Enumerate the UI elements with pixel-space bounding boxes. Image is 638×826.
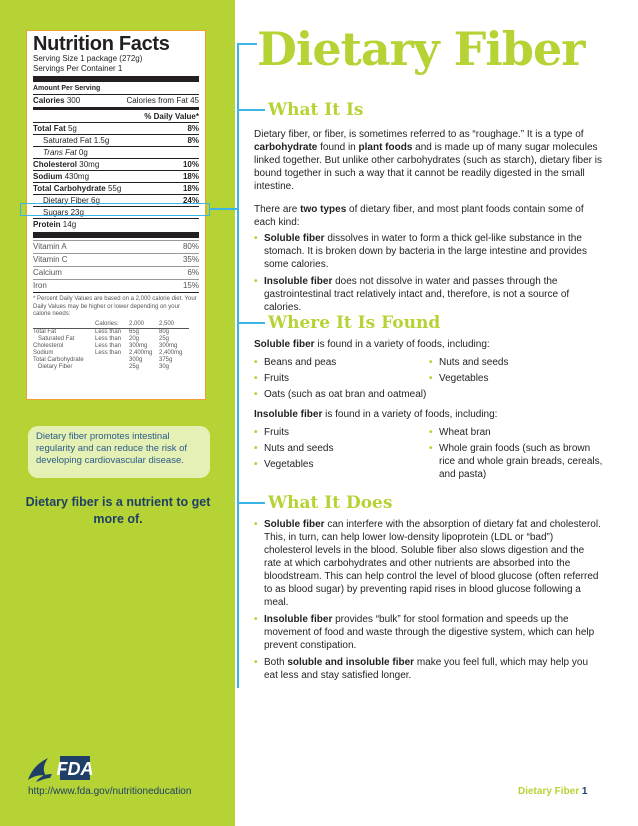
nutrient-note: Dietary fiber is a nutrient to get more of.: [25, 495, 211, 526]
list-item: • Soluble fiber dissolves in water to form a thick gel-like substance in the stomach. It is broken down by bacteria in the large intestine and provides some calories.: [254, 232, 604, 271]
serving-size: Serving Size 1 package (272g): [33, 54, 143, 63]
insoluble-foods-left: [254, 426, 429, 484]
connector-line: [237, 43, 257, 45]
nutrient-row: Cholesterol 30mg 10%: [33, 160, 199, 169]
hhs-eagle-icon: [28, 758, 52, 782]
dv-header-row: [33, 111, 199, 122]
table-cell: Total Carbohydrate: [33, 356, 84, 363]
nutrition-facts-title: Nutrition Facts: [33, 33, 170, 55]
fiber-types-list: [254, 232, 604, 318]
fda-logo: [26, 752, 146, 784]
list-item: • Nuts and seeds: [254, 442, 429, 455]
list-item: • Fruits: [254, 372, 429, 385]
table-cell: 2,400mg: [159, 349, 183, 356]
calories-value: 300: [66, 96, 81, 105]
table-cell: Saturated Fat: [38, 335, 75, 342]
table-cell: Total Fat: [33, 328, 57, 335]
page-number: 1: [581, 786, 588, 797]
table-cell: 2,400mg: [129, 349, 153, 356]
connector-line: [237, 43, 239, 688]
heading-where-found: Where It Is Found: [268, 313, 441, 333]
table-cell: Dietary Fiber: [38, 363, 73, 370]
vitamin-row: Iron 15%: [33, 281, 199, 290]
table-cell: 25g: [129, 363, 140, 370]
list-item: • Fruits: [254, 426, 429, 439]
soluble-foods-list: [254, 356, 604, 404]
amount-per-serving: Amount Per Serving: [33, 85, 101, 92]
table-cell: 2,500: [159, 321, 189, 329]
nutrient-row: Protein 14g: [33, 218, 199, 230]
soluble-foods-left: [254, 356, 429, 404]
table-cell: Less than: [95, 342, 122, 349]
insoluble-foods-list: [254, 426, 604, 484]
list-item: • Nuts and seeds: [429, 356, 604, 369]
table-cell: 300mg: [129, 342, 148, 349]
list-item: • Wheat bran: [429, 426, 604, 439]
divider: [33, 232, 199, 238]
table-cell: Calories:: [95, 321, 129, 329]
nutrient-row: Sugars 23g: [33, 206, 199, 218]
vitamin-rows: [33, 240, 199, 292]
nutrient-row: Saturated Fat 1.5g 8%: [33, 134, 199, 146]
fiber-benefits-list: [254, 518, 604, 686]
list-item: • Insoluble fiber does not dissolve in water and passes through the gastrointestinal tract relatively intact and, therefore, is not a source of calories.: [254, 275, 604, 314]
table-cell: Cholesterol: [33, 342, 64, 349]
table-cell: 2,000: [129, 321, 159, 329]
list-item: • Beans and peas: [254, 356, 429, 369]
divider: [33, 292, 199, 293]
table-cell: 30g: [159, 363, 170, 370]
calories-row: [33, 94, 199, 106]
heading-what-it-is: What It Is: [268, 100, 364, 120]
vitamin-row: Calcium 6%: [33, 268, 199, 277]
footer-label: Dietary Fiber: [518, 786, 580, 797]
table-cell: [33, 321, 95, 329]
list-item: • Vegetables: [254, 458, 429, 471]
list-item: • Oats (such as oat bran and oatmeal): [254, 388, 429, 401]
list-item: • Insoluble fiber provides “bulk” for stool formation and speeds up the movement of food and waste through the digestive system, which can help prevent constipation.: [254, 613, 604, 652]
servings-per-container: Servings Per Container 1: [33, 64, 123, 73]
table-cell: [95, 364, 129, 371]
soluble-foods-right: [429, 356, 604, 404]
list-item: • Whole grain foods (such as brown rice and whole grain breads, cereals, and pasta): [429, 442, 604, 481]
table-cell: Less than: [95, 335, 122, 342]
dv-header: % Daily Value*: [144, 112, 199, 121]
nutrient-row: Total Fat 5g 8%: [33, 124, 199, 133]
table-cell: 375g: [159, 356, 173, 363]
page-footer: [518, 786, 587, 797]
heading-what-it-does: What It Does: [268, 493, 393, 513]
table-cell: [95, 357, 129, 364]
svg-text:FDA: FDA: [56, 759, 94, 779]
insoluble-intro: Insoluble fiber is found in a variety of foods, including:: [254, 409, 498, 420]
footnote: * Percent Daily Values are based on a 2,000 calorie diet. Your Daily Values may be higher or lower depending on your calorie needs:: [33, 296, 197, 317]
list-item: • Vegetables: [429, 372, 604, 385]
table-cell: Sodium: [33, 349, 54, 356]
connector-line: [237, 322, 265, 324]
calories-label: Calories: [33, 96, 65, 105]
soluble-intro: Soluble fiber is found in a variety of foods, including:: [254, 339, 490, 350]
page-title: Dietary Fiber: [257, 22, 585, 76]
dietary-fiber-highlight: [20, 203, 210, 216]
fda-url[interactable]: http://www.fda.gov/nutritioneducation: [28, 786, 192, 797]
list-item: • Soluble fiber can interfere with the absorption of dietary fat and cholesterol. This, in turn, can help lower low-density lipoprotein (LDL or “bad”) cholesterol levels in the blood. Soluble fiber also slows digestion and the rate at which carbohydrates and other nutrients are absorbed into the bloodstream. This can help control the level of blood glucose (often referred to as blood sugar) by preventing rapid rises in blood glucose following a meal.: [254, 518, 604, 609]
table-cell: Less than: [95, 349, 122, 356]
table-cell: 65g: [129, 328, 140, 335]
connector-line: [237, 109, 265, 111]
calories-from-fat: Calories from Fat 45: [126, 96, 199, 105]
table-cell: 80g: [159, 328, 170, 335]
what-it-is-paragraph-1: Dietary fiber, or fiber, is sometimes referred to as “roughage.” It is a type of carbohydrate found in plant foods and is made up of many sugar molecules linked together. But unlike other carbohydrates (such as starch), dietary fiber is bound together in such a way that it cannot be readily digested in the small intestine.: [254, 129, 602, 192]
vitamin-row: Vitamin C 35%: [33, 255, 199, 264]
nutrient-row: Sodium 430mg 18%: [33, 172, 199, 181]
table-cell: 25g: [159, 335, 170, 342]
connector-line: [237, 502, 265, 504]
fda-wordmark-icon: [57, 756, 94, 780]
table-cell: 300mg: [159, 342, 178, 349]
insoluble-foods-right: [429, 426, 604, 484]
nutrient-row: Trans Fat 0g: [33, 146, 199, 158]
divider: [33, 76, 199, 82]
callout-box: Dietary fiber promotes intestinal regularity and can reduce the risk of developing cardiovascular disease.: [28, 426, 210, 478]
list-item: • Both soluble and insoluble fiber make you feel full, which may help you eat less and stay satisfied longer.: [254, 656, 604, 682]
table-cell: Less than: [95, 328, 122, 335]
daily-values-table: [33, 321, 199, 371]
nutrient-row: Total Carbohydrate 55g 18%: [33, 184, 199, 193]
nutrient-row: Dietary Fiber 6g 24%: [33, 194, 199, 206]
divider: [33, 107, 199, 110]
table-cell: 300g: [129, 356, 143, 363]
what-it-is-paragraph-2: There are two types of dietary fiber, and most plant foods contain some of each kind:: [254, 204, 584, 228]
vitamin-row: Vitamin A 80%: [33, 242, 199, 251]
connector-line: [210, 208, 238, 210]
table-cell: 20g: [129, 335, 140, 342]
